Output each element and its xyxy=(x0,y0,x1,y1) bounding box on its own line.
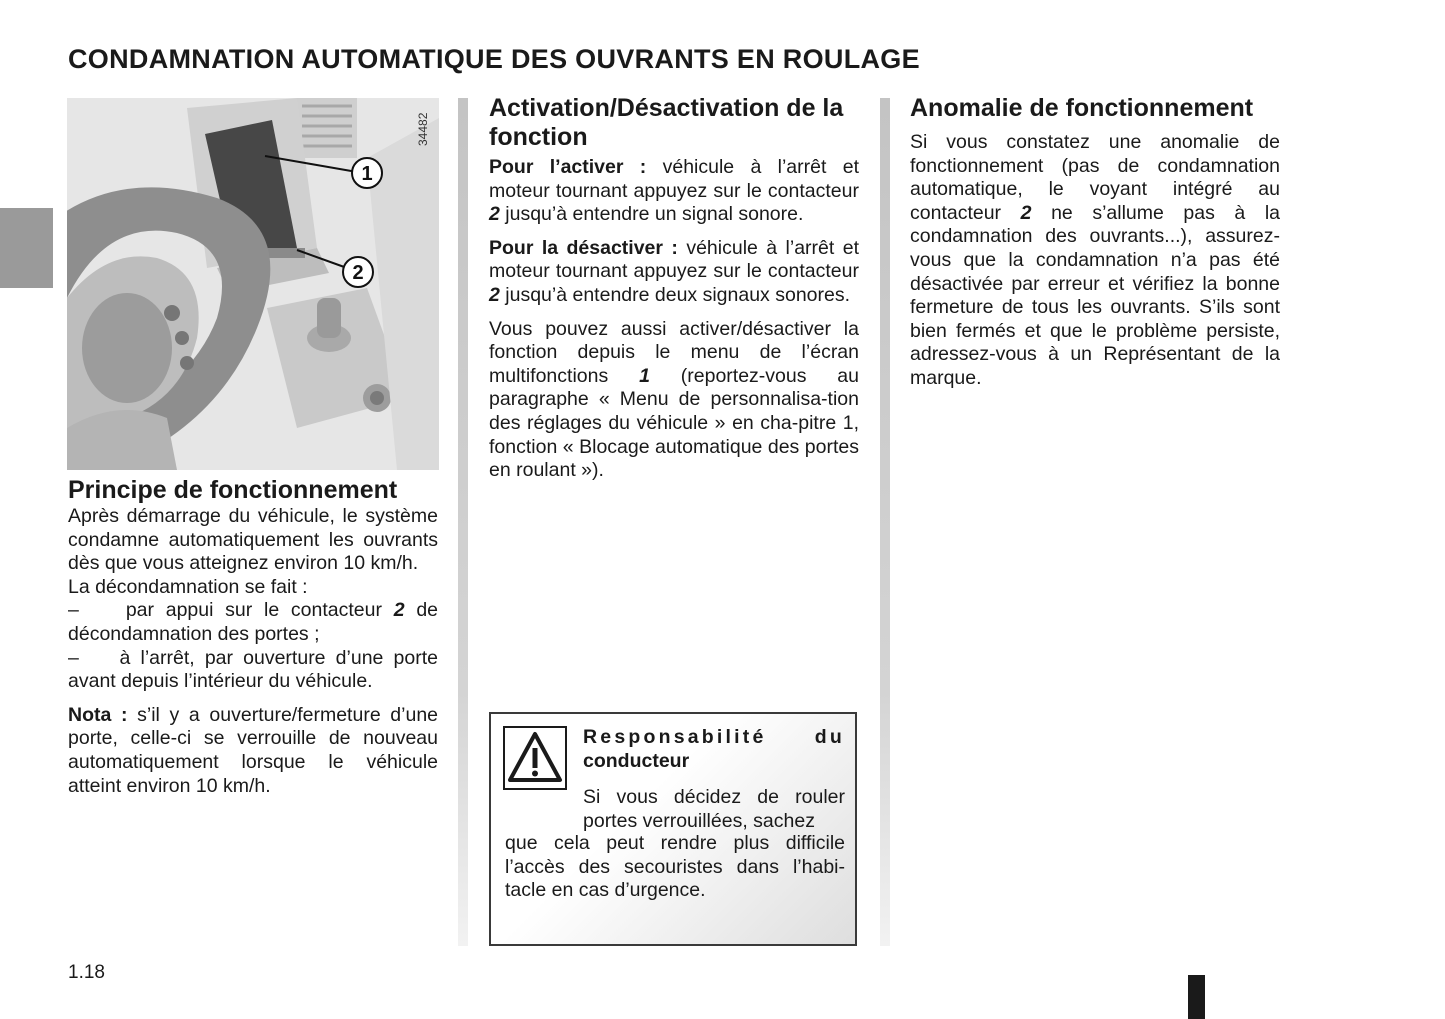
page-title: CONDAMNATION AUTOMATIQUE DES OUVRANTS EN ROULAGE xyxy=(68,44,920,74)
column-principe xyxy=(68,476,438,798)
column-activation xyxy=(489,94,859,483)
heading-anomalie: Anomalie de fonctionnement xyxy=(910,94,1254,122)
list-item-contacteur: – par appui sur le contacteur 2 de décondamnation des portes ; xyxy=(68,599,439,645)
door-lock-switch xyxy=(267,248,305,258)
activate-paragraph: Pour l’activer : véhicule à l’arrêt et moteur tournant appuyez sur le contacteur 2 jusqu’à entendre un signal sonore. xyxy=(489,156,859,226)
anomalie-paragraph: Si vous constatez une anomalie de fonctionnement (pas de condamnation automatique, le voyant intégré au contacteur 2 ne s’allume pas à la condamnation des ouvrants...), assurez-vous que la condamnation n’a pas été désactivée par erreur et vérifiez la bonne fermeture de tous les ouvrants. S’ils sont bien fermés et que le problème persiste, adressez-vous à un Représentant de la marque. xyxy=(910,131,1281,389)
warning-body-start: Si vous décidez de rouler portes verrouillées, sachez xyxy=(583,786,845,832)
callout-2-label: 2 xyxy=(352,262,364,284)
nota-paragraph: Nota : s’il y a ouverture/fermeture d’une porte, celle-ci se verrouille de nouveau automatiquement lorsque le véhicule atteint environ 10 km/h. xyxy=(68,703,439,797)
principe-paragraph: Après démarrage du véhicule, le système condamne automatiquement les ouvrants dès que vous atteignez environ 10 km/h. xyxy=(68,505,438,575)
page-number: 1.18 xyxy=(68,962,105,983)
column-divider-2 xyxy=(880,98,890,946)
column-anomalie xyxy=(910,94,1280,391)
warning-title: Responsabilité du conducteur xyxy=(583,726,845,772)
menu-paragraph: Vous pouvez aussi activer/désactiver la fonction depuis le menu de l’écran multifonctions 1 (reportez-vous au paragraphe « Menu de personnalisa-tion des réglages du véhicule » en cha-pitre 1, fonction « Blocage automatique des portes en roulant »). xyxy=(489,317,860,482)
column-divider-1 xyxy=(458,98,468,946)
page-edge-marker xyxy=(1188,975,1205,1019)
warning-box xyxy=(489,712,857,946)
dashboard-drawing xyxy=(67,98,439,470)
chapter-tab xyxy=(0,208,53,288)
decondamnation-intro: La décondamnation se fait : xyxy=(68,575,308,598)
heading-principe: Principe de fonctionnement xyxy=(68,476,398,504)
warning-triangle-icon xyxy=(503,726,567,790)
warning-body-rest: que cela peut rendre plus difficile l’accès des secouristes dans l’habi-tacle en cas d’urgence. xyxy=(505,832,845,902)
heading-activation: Activation/Désactivation de la fonction xyxy=(489,94,844,151)
dashboard-illustration xyxy=(67,98,439,470)
figure-ref-number: 34482 xyxy=(416,112,430,146)
callout-1-label: 1 xyxy=(361,163,373,185)
list-item-porte: – à l’arrêt, par ouverture d’une porte avant depuis l’intérieur du véhicule. xyxy=(68,646,438,693)
deactivate-paragraph: Pour la désactiver : véhicule à l’arrêt et moteur tournant appuyez sur le contacteur 2 jusqu’à entendre deux signaux sonores. xyxy=(489,236,859,306)
